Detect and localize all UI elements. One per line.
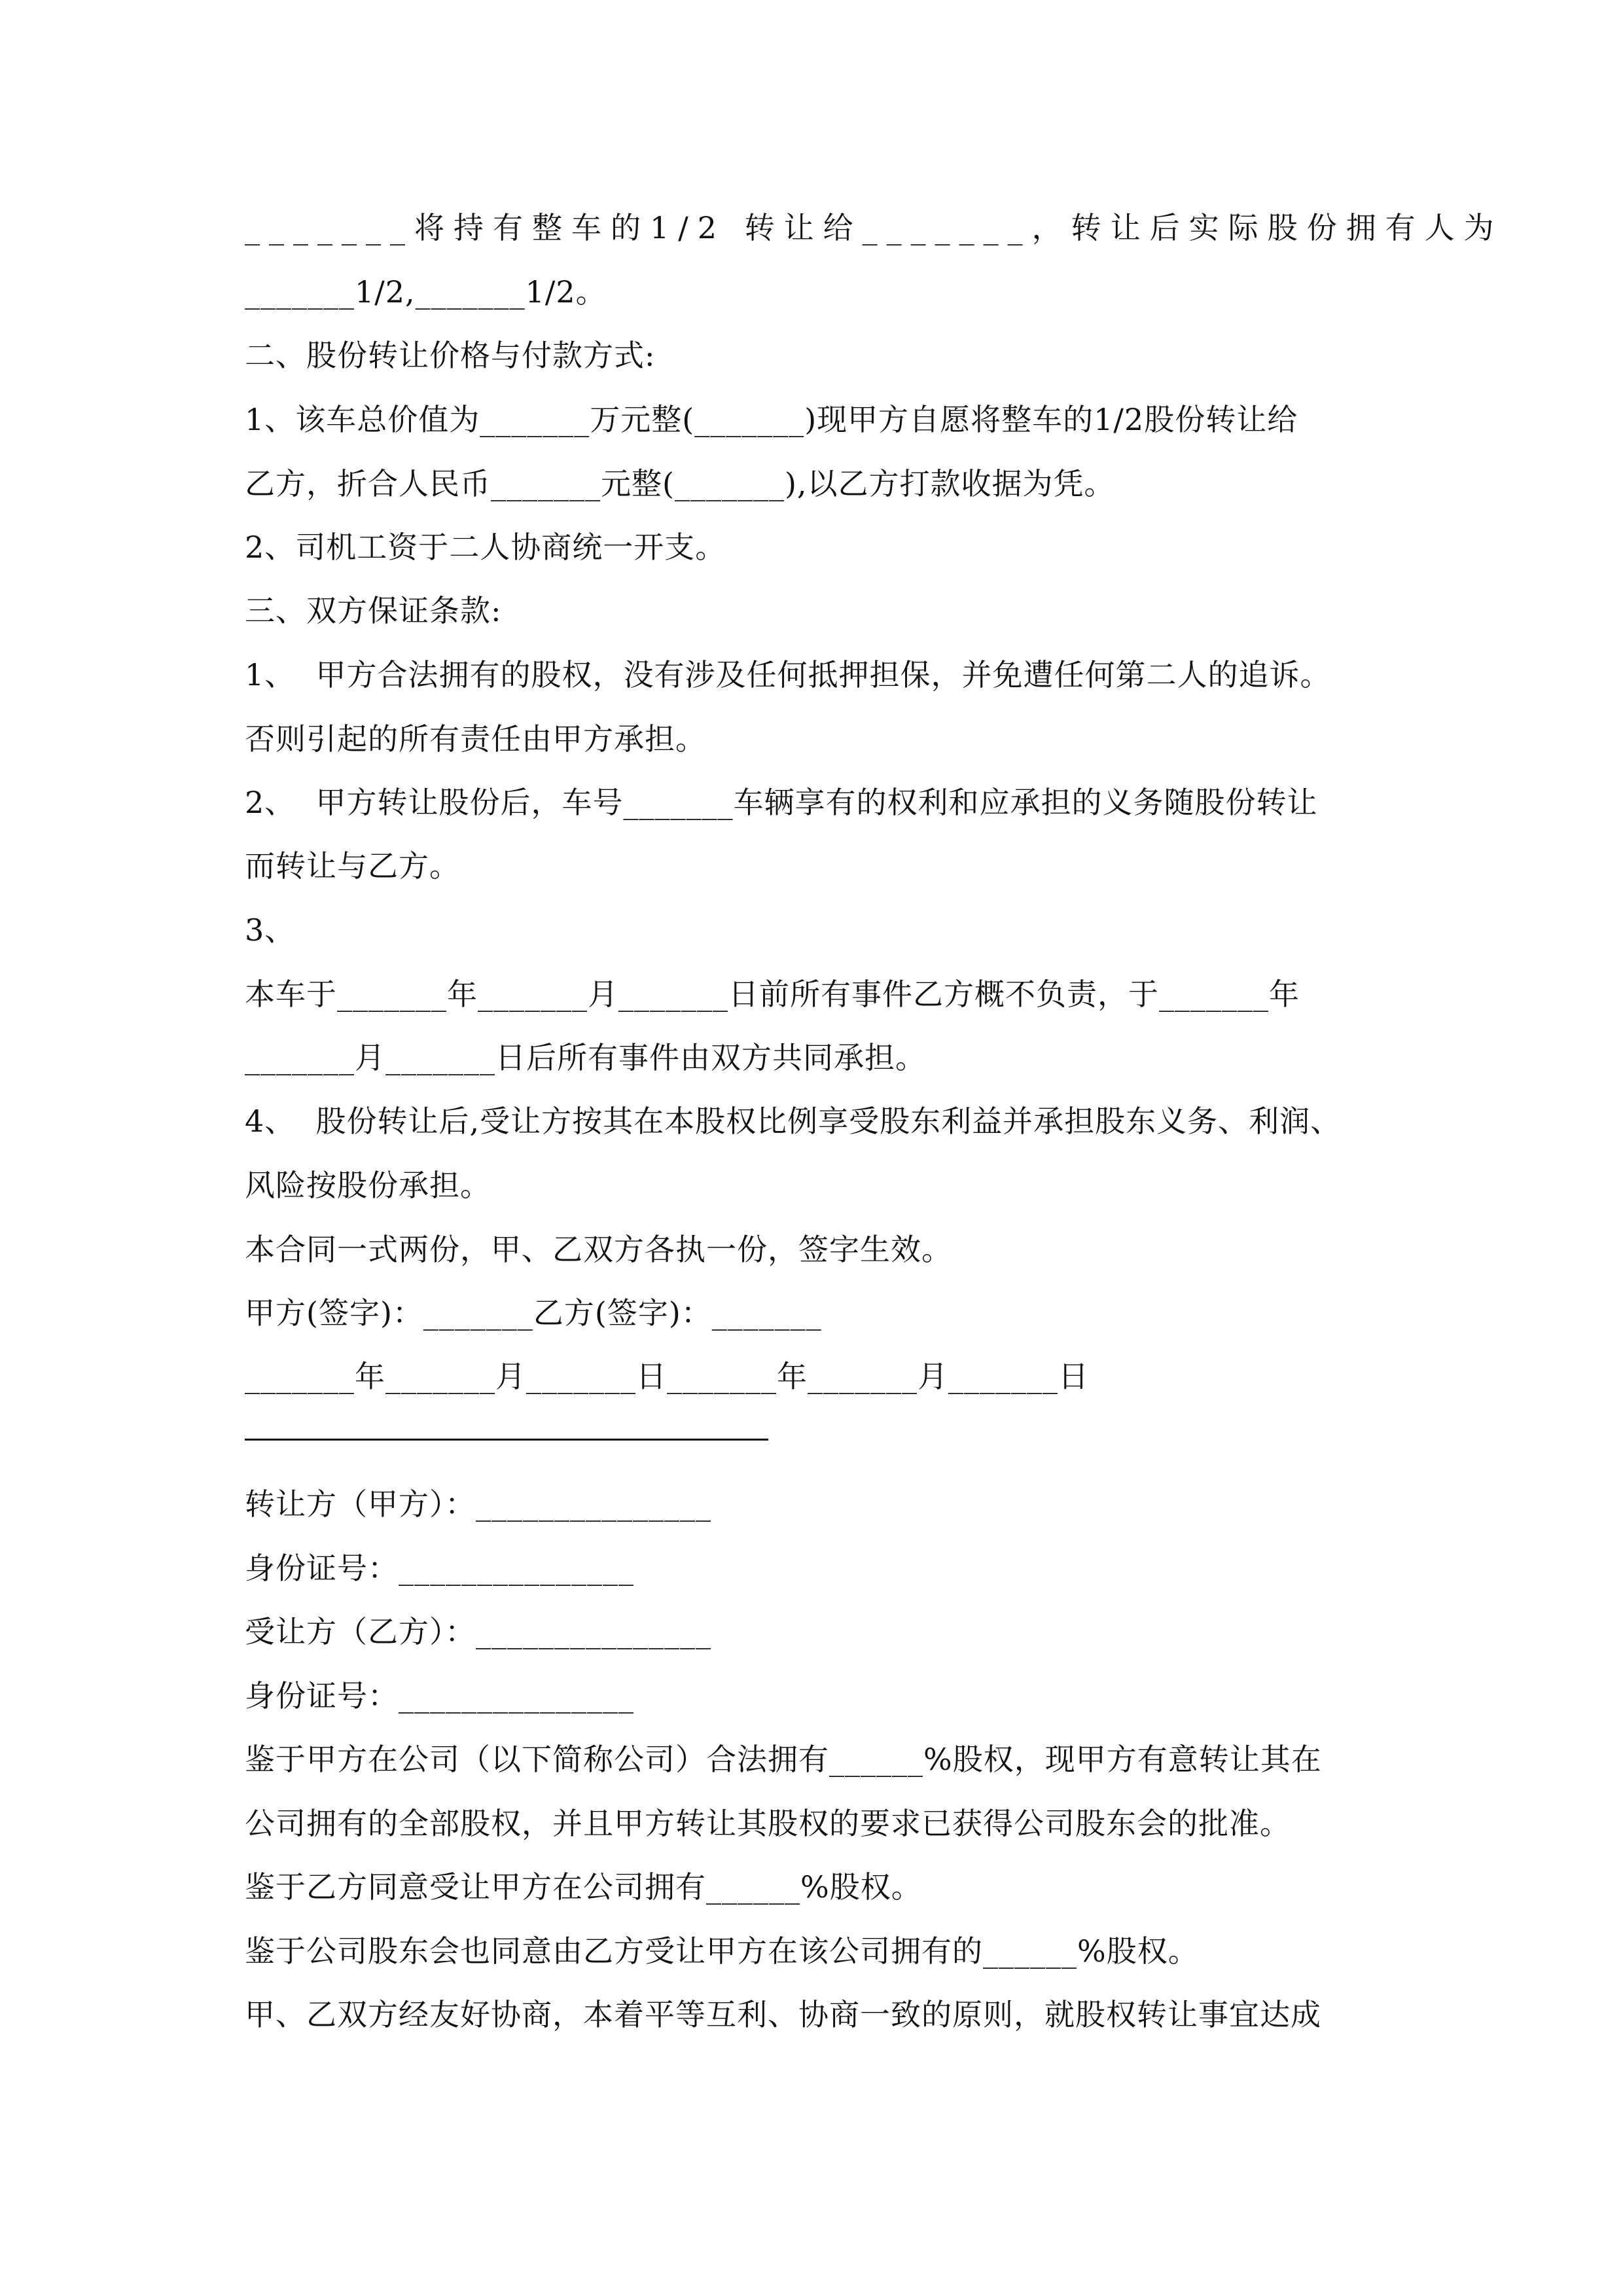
text-line: 风险按股份承担。 xyxy=(245,1168,491,1203)
signature-line: 甲方(签字)：_______乙方(签字)：_______ xyxy=(245,1295,822,1331)
text-line: _______1/2,_______1/2。 xyxy=(245,274,607,310)
text-line: 甲、乙双方经友好协商，本着平等互利、协商一致的原则，就股权转让事宜达成 xyxy=(245,1997,1321,2032)
id-number-field: 身份证号：_______________ xyxy=(245,1678,634,1713)
transferor-field: 转让方（甲方）：_______________ xyxy=(245,1486,711,1522)
text-line: _______将持有整车的1/2 转让给_______，转让后实际股份拥有人为 xyxy=(245,210,1503,245)
text-line: 鉴于甲方在公司（以下简称公司）合法拥有______%股权，现甲方有意转让其在 xyxy=(245,1742,1322,1777)
text-line: _______月_______日后所有事件由双方共同承担。 xyxy=(245,1040,926,1075)
text-line: 本合同一式两份，甲、乙双方各执一份，签字生效。 xyxy=(245,1232,952,1267)
date-line: _______年_______月_______日_______年_______月_______日 xyxy=(245,1359,1089,1394)
text-line: 4、 股份转让后,受让方按其在本股权比例享受股东利益并承担股东义务、利润、 xyxy=(245,1103,1342,1139)
text-line: 1、 甲方合法拥有的股权，没有涉及任何抵押担保，并免遭任何第二人的追诉。 xyxy=(245,657,1331,692)
text-line: 乙方，折合人民币_______元整(_______),以乙方打款收据为凭。 xyxy=(245,466,1115,501)
text-line: 而转让与乙方。 xyxy=(245,848,460,884)
text-line: 鉴于公司股东会也同意由乙方受让甲方在该公司拥有的______%股权。 xyxy=(245,1933,1199,1969)
text-line: 否则引起的所有责任由甲方承担。 xyxy=(245,721,706,757)
text-line: 鉴于乙方同意受让甲方在公司拥有______%股权。 xyxy=(245,1869,922,1905)
transferee-field: 受让方（乙方）：_______________ xyxy=(245,1614,711,1649)
text-line: 2、 甲方转让股份后，车号_______车辆享有的权利和应承担的义务随股份转让 xyxy=(245,785,1318,820)
text-line: 公司拥有的全部股权，并且甲方转让其股权的要求已获得公司股东会的批准。 xyxy=(245,1806,1291,1841)
section-heading: 二、股份转让价格与付款方式: xyxy=(245,338,656,373)
text-line: 3、 xyxy=(245,912,296,948)
text-line: 1、该车总价值为_______万元整(_______)现甲方自愿将整车的1/2股份转让给 xyxy=(245,402,1298,437)
section-heading: 三、双方保证条款: xyxy=(245,593,502,628)
text-line: 2、司机工资于二人协商统一开支。 xyxy=(245,529,726,565)
separator-rule xyxy=(245,1439,768,1441)
id-number-field: 身份证号：_______________ xyxy=(245,1551,634,1586)
text-line: 本车于_______年_______月_______日前所有事件乙方概不负责，于_______年 xyxy=(245,977,1300,1012)
